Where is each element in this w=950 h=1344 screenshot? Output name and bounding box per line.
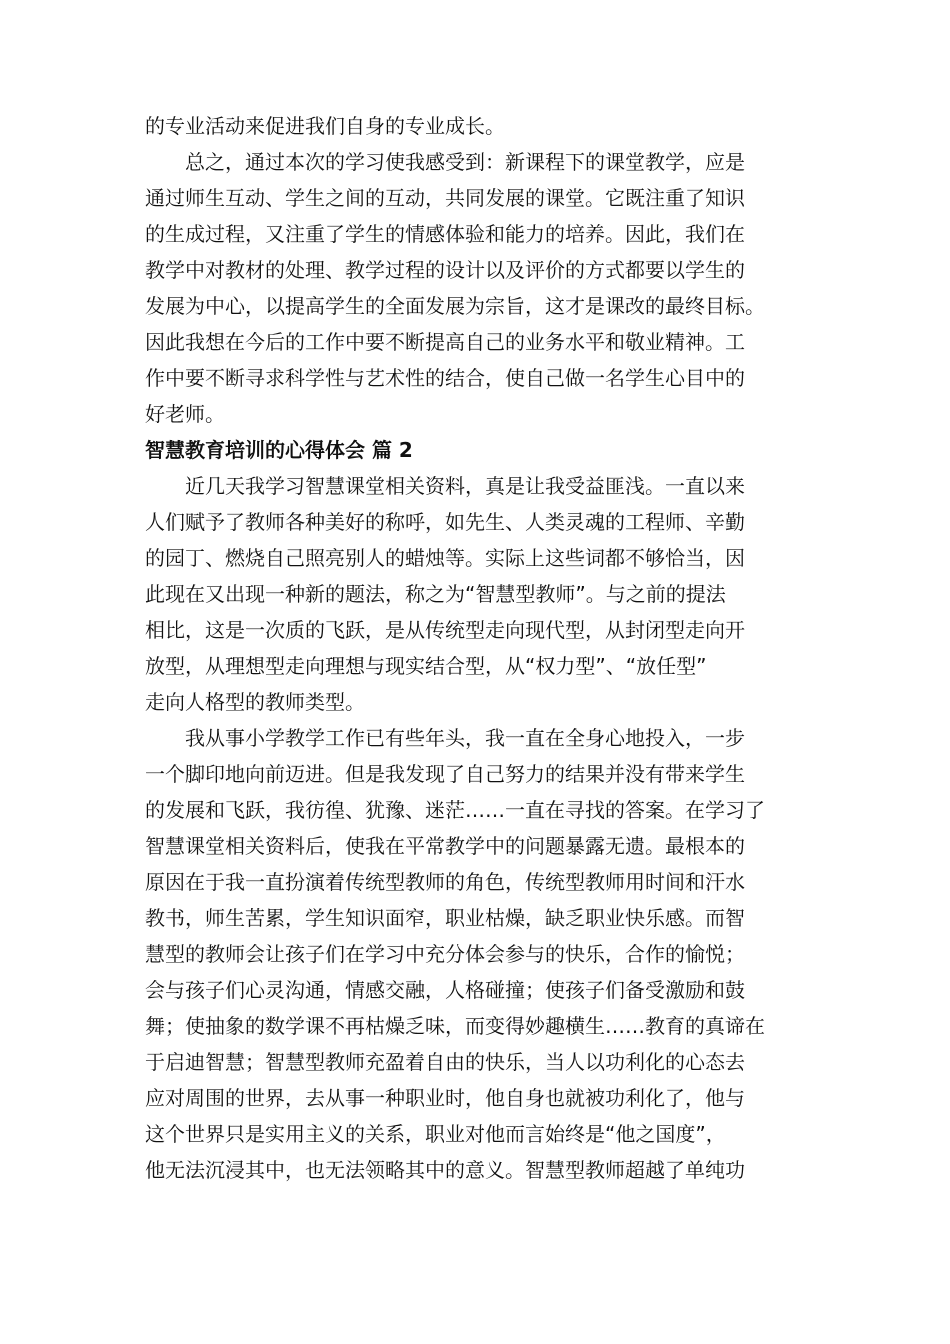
paragraph-line: 的园丁、燃烧自己照亮别人的蜡烛等。实际上这些词都不够恰当，因 (145, 546, 745, 570)
paragraph-line: 近几天我学习智慧课堂相关资料，真是让我受益匪浅。一直以来 (185, 474, 745, 498)
paragraph-line: 于启迪智慧；智慧型教师充盈着自由的快乐，当人以功利化的心态去 (145, 1050, 745, 1074)
section-heading: 智慧教育培训的心得体会 篇 2 (145, 438, 413, 462)
paragraph-line: 的专业活动来促进我们自身的专业成长。 (145, 114, 505, 138)
paragraph-line: 教书，师生苦累，学生知识面窄，职业枯燥，缺乏职业快乐感。而智 (145, 906, 745, 930)
paragraph-line: 会与孩子们心灵沟通，情感交融，人格碰撞；使孩子们备受激励和鼓 (145, 978, 745, 1002)
paragraph-line: 慧型的教师会让孩子们在学习中充分体会参与的快乐，合作的愉悦； (145, 942, 745, 966)
paragraph-line: 应对周围的世界，去从事一种职业时，他自身也就被功利化了，他与 (145, 1086, 745, 1110)
paragraph-line: 这个世界只是实用主义的关系，职业对他而言始终是“他之国度”， (145, 1122, 726, 1146)
paragraph-line: 好老师。 (145, 402, 225, 426)
paragraph-line: 走向人格型的教师类型。 (145, 690, 365, 714)
paragraph-line: 一个脚印地向前迈进。但是我发现了自己努力的结果并没有带来学生 (145, 762, 745, 786)
paragraph-line: 智慧课堂相关资料后，使我在平常教学中的问题暴露无遗。最根本的 (145, 834, 745, 858)
document-body (145, 108, 820, 1188)
paragraph-line: 总之，通过本次的学习使我感受到：新课程下的课堂教学，应是 (185, 150, 745, 174)
paragraph-line: 的生成过程，又注重了学生的情感体验和能力的培养。因此，我们在 (145, 222, 745, 246)
paragraph-line: 放型，从理想型走向理想与现实结合型，从“权力型”、“放任型” (145, 654, 707, 678)
paragraph-line: 发展为中心，以提高学生的全面发展为宗旨，这才是课改的最终目标。 (145, 294, 765, 318)
paragraph-line: 人们赋予了教师各种美好的称呼，如先生、人类灵魂的工程师、辛勤 (145, 510, 745, 534)
paragraph-line: 通过师生互动、学生之间的互动，共同发展的课堂。它既注重了知识 (145, 186, 745, 210)
paragraph-line: 此现在又出现一种新的题法，称之为“智慧型教师”。与之前的提法 (145, 582, 726, 606)
paragraph-line: 他无法沉浸其中，也无法领略其中的意义。智慧型教师超越了单纯功 (145, 1158, 745, 1182)
paragraph-line: 舞；使抽象的数学课不再枯燥乏味，而变得妙趣横生……教育的真谛在 (145, 1014, 765, 1038)
paragraph-line: 教学中对教材的处理、教学过程的设计以及评价的方式都要以学生的 (145, 258, 745, 282)
paragraph-line: 作中要不断寻求科学性与艺术性的结合，使自己做一名学生心目中的 (145, 366, 745, 390)
paragraph-line: 原因在于我一直扮演着传统型教师的角色，传统型教师用时间和汗水 (145, 870, 745, 894)
paragraph-line: 因此我想在今后的工作中要不断提高自己的业务水平和敬业精神。工 (145, 330, 745, 354)
paragraph-line: 的发展和飞跃，我彷徨、犹豫、迷茫……一直在寻找的答案。在学习了 (145, 798, 765, 822)
paragraph-line: 我从事小学教学工作已有些年头，我一直在全身心地投入，一步 (185, 726, 745, 750)
paragraph-line: 相比，这是一次质的飞跃，是从传统型走向现代型，从封闭型走向开 (145, 618, 745, 642)
